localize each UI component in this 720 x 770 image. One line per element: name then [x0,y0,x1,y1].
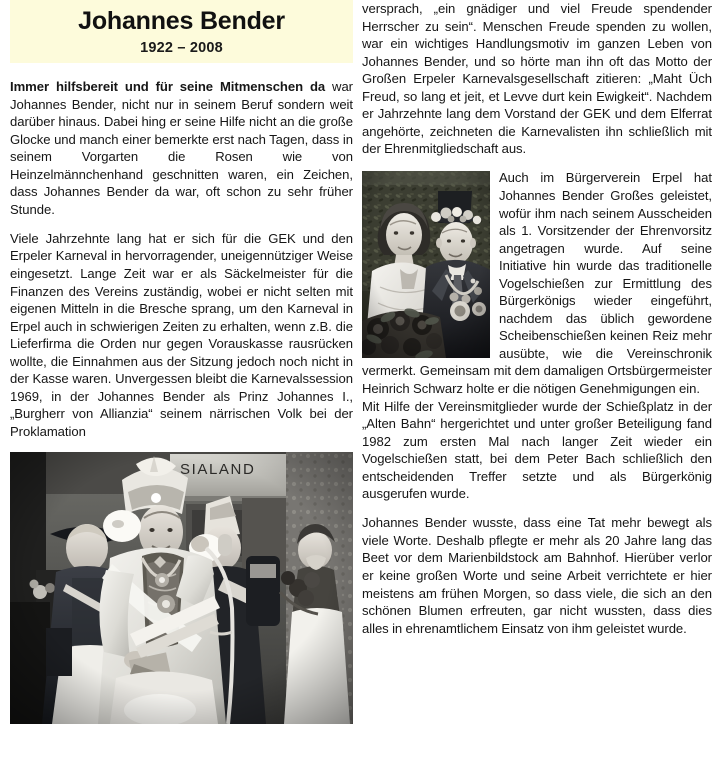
paragraph-right-3: Mit Hilfe der Vereinsmitglieder wurde der Schießplatz in der „Alten Bahn“ hergerichtet und unter großer Beteiligung fand 1982 zum ersten Mal nach langer Zeit wieder ein Vogelschießen statt, bei dem Peter Bach schließlich den entscheidenden Treffer setzte und als Bürgerkönig ausgerufen wurde. [362,398,712,502]
carnival-prince-photograph [10,452,353,724]
paragraph-left-2: Viele Jahrzehnte lang hat er sich für die GEK und den Erpeler Karneval in hervorragender, uneigennütziger Weise eingesetzt. Lange Zeit war er als Säckelmeister für die Finanzen des Vereins zuständig, wobei er nicht selten mit eigenen Mitteln in die Bresche sprang, um den Karneval in Erpel auch in schwierigen Zeiten zu erhalten, wenn z.B. die Lieferfirma die Orden nur gegen Vorauskasse rausrücken wollte, die Einnahmen aus der Sitzung jedoch noch nicht in der Kasse waren. Unvergessen bleibt die Karnevalssession 1969, in der Johannes Bender als Prinz Johannes I., „Burgherr von Allianzia“ seinem närrischen Volk bei der Proklamation [10,230,353,439]
left-column [10,0,357,724]
paragraph-right-1: versprach, „ein gnädiger und viel Freude spendender Herrscher zu sein“. Menschen Freude spenden zu wollen, war ein wichtiges Handlungsmotiv im ganzen Leben von Johannes Bender, und so hörte man ihn oft das Motto der Großen Erpeler Karnevalsgesellschaft zitieren: „Maht Üch Freud, so lang et jeit, et Levve durt kein Ewigkeit“. Nachdem er Jahrzehnte lang dem Vorstand der GEK und dem Elferrat angehörte, zeichneten die Karnevalisten ihn schließlich mit der Ehrenmitgliedschaft aus. [362,1,712,157]
masthead [10,0,353,63]
page-title: Johannes Bender [78,7,285,35]
life-dates: 1922 – 2008 [140,40,223,56]
lead-in-text: Immer hilfsbereit und für seine Mitmenschen da [10,79,326,94]
paragraph-right-2: Auch im Bürgerverein Erpel hat Johannes Bender Großes geleistet, wofür ihm nach seinem Ausscheiden als 1. Vorsitzender der Ehrenvorsitz angetragen wurde. Auf seine Initiative hin wurde das traditionelle Vogelschießen zur Ermittlung des Bürgerkönigs wieder eingeführt, nachdem das üblich gewordene Scheibenschießen keinen Reiz mehr ausübte, wie die Vereinschronik vermerkt. Gemeinsam mit dem damaligen Ortsbürgermeister Heinrich Schwarz holte er die nötigen Genehmigungen ein. [362,170,712,396]
right-column [362,0,712,637]
couple-portrait-photograph [362,171,490,358]
paragraph-right-4: Johannes Bender wusste, dass eine Tat mehr bewegt als viele Worte. Deshalb pflegte er mehr als 20 Jahre lang das Beet vor dem Marienbildstock am Bahnhof. Hierüber verlor er keine großen Worte und seine Arbeit verrichtete er hier meistens am frühen Morgen, so dass viele, die sich an den schönen Blumen erfreuten, gar nicht wussten, dass dies alles in ehrenamtlichem Einsatz von ihm geleistet wurde. [362,515,712,636]
paragraph-left-1-body: war Johannes Bender, nicht nur in seinem Beruf sondern weit darüber hinaus. Dabei hing er seine Hilfe nicht an die große Glocke und manch einer bemerkte erst nach Tagen, dass in seinem Vorgarten die Rosen wie von Heinzelmännchenhand geschnitten waren, ein Zeichen, dass Johannes Bender da war, oft schon zu sehr früher Stunde. [10,79,353,217]
paragraph-left-1 [10,78,353,218]
wrapped-text-block [362,169,712,397]
